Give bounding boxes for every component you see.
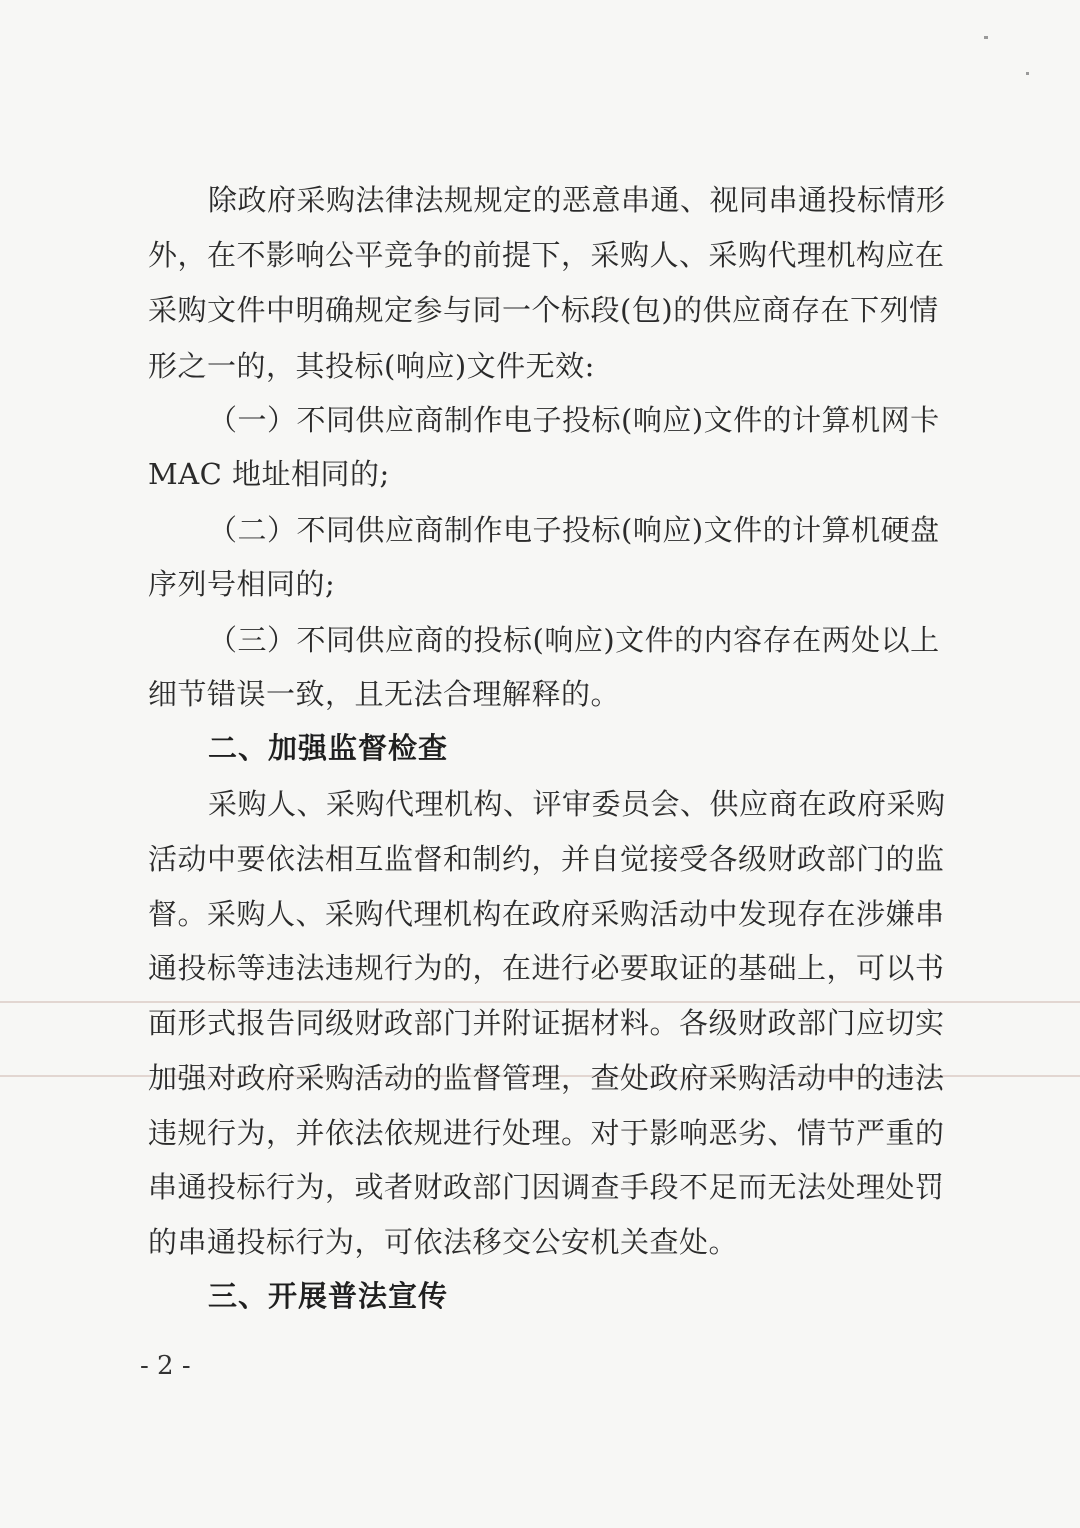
paragraph-line: 采购人、采购代理机构、评审委员会、供应商在政府采购 (208, 787, 946, 821)
paragraph-line: 除政府采购法律法规规定的恶意串通、视同串通投标情形 (208, 183, 946, 217)
paragraph-line: 违规行为，并依法依规进行处理。对于影响恶劣、情节严重的 (148, 1116, 945, 1150)
paragraph-line: 督。采购人、采购代理机构在政府采购活动中发现存在涉嫌串 (148, 897, 945, 931)
paragraph-line: 串通投标行为，或者财政部门因调查手段不足而无法处理处罚 (148, 1170, 945, 1204)
paragraph-line: 活动中要依法相互监督和制约，并自觉接受各级财政部门的监 (148, 842, 945, 876)
paragraph-line: 形之一的，其投标(响应)文件无效: (148, 349, 595, 383)
list-item-line: （三）不同供应商的投标(响应)文件的内容存在两处以上 (208, 623, 940, 657)
list-item-line: （二）不同供应商制作电子投标(响应)文件的计算机硬盘 (208, 513, 940, 547)
scan-speck (1026, 72, 1029, 75)
page-number: - 2 - (140, 1351, 191, 1381)
section-heading: 三、开展普法宣传 (208, 1279, 449, 1313)
paragraph-line: 外，在不影响公平竞争的前提下，采购人、采购代理机构应在 (148, 238, 945, 272)
list-item-line: MAC 地址相同的; (148, 457, 390, 491)
paragraph-line: 的串通投标行为，可依法移交公安机关查处。 (148, 1225, 739, 1259)
paragraph-line: 采购文件中明确规定参与同一个标段(包)的供应商存在下列情 (148, 293, 939, 327)
list-item-line: （一）不同供应商制作电子投标(响应)文件的计算机网卡 (208, 403, 940, 437)
paragraph-line: 加强对政府采购活动的监督管理，查处政府采购活动中的违法 (148, 1061, 945, 1095)
paragraph-line: 通投标等违法违规行为的，在进行必要取证的基础上，可以书 (148, 951, 945, 985)
section-heading: 二、加强监督检查 (208, 731, 449, 765)
scan-speck (984, 36, 988, 39)
list-item-line: 细节错误一致，且无法合理解释的。 (148, 677, 621, 711)
list-item-line: 序列号相同的; (148, 567, 336, 601)
paragraph-line: 面形式报告同级财政部门并附证据材料。各级财政部门应切实 (148, 1006, 945, 1040)
